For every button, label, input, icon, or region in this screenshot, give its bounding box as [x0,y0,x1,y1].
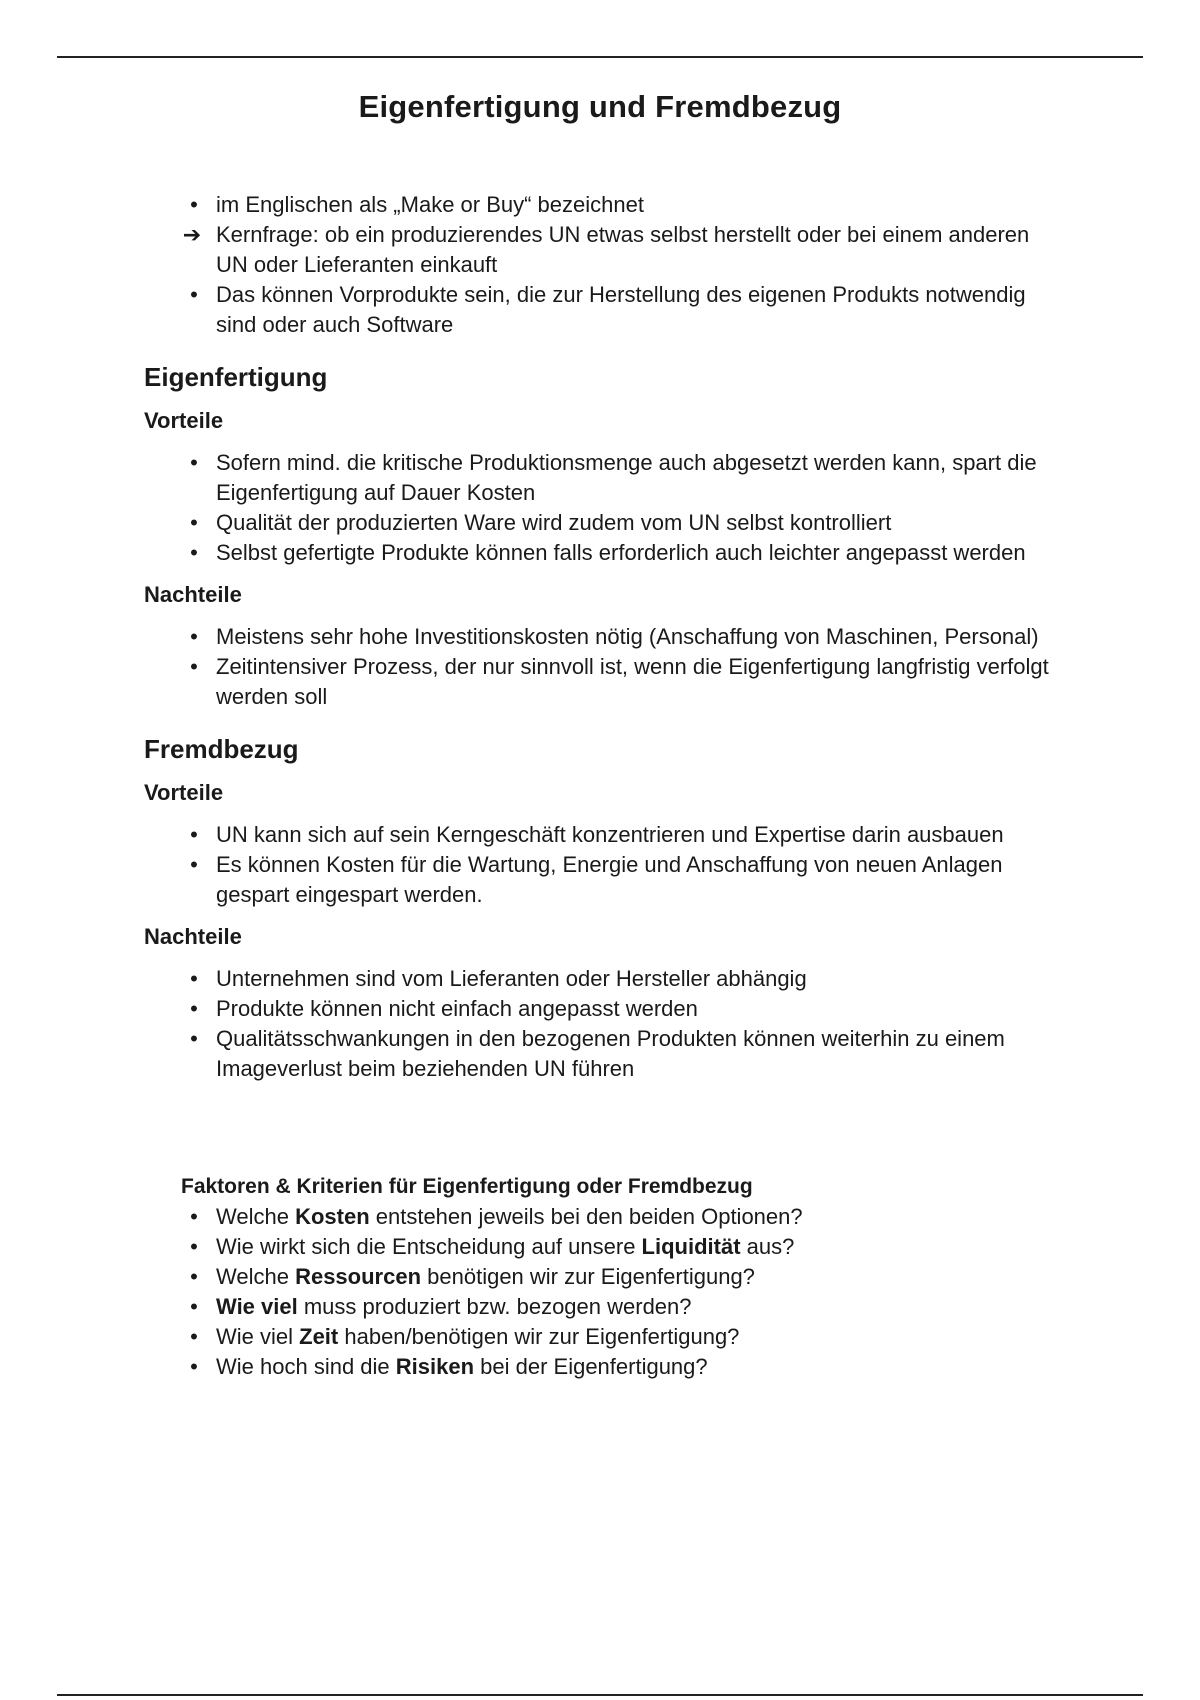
list-item [144,964,1064,994]
arrow-right-icon: ➔ [182,222,202,247]
bullet-icon: • [190,996,198,1021]
factor-keyword: Kosten [295,1204,370,1229]
list-item-text: Produkte können nicht einfach angepasst werden [216,996,698,1021]
bullet-icon: • [190,1264,198,1289]
list-item-text: Qualitätsschwankungen in den bezogenen Produkten können weiterhin zu einem Imageverlust beim beziehenden UN führen [216,1026,1005,1081]
fremdbezug-nachteile-list [144,964,1064,1084]
list-item [144,1352,1064,1382]
factor-keyword: Wie viel [216,1294,298,1319]
list-item-text: Selbst gefertigte Produkte können falls erforderlich auch leichter angepasst werden [216,540,1026,565]
factor-keyword: Ressourcen [295,1264,422,1289]
fremdbezug-vorteile-list [144,820,1064,910]
subheading-vorteile: Vorteile [144,408,224,433]
list-item-text: im Englischen als „Make or Buy“ bezeichnet [216,192,644,217]
list-item [144,994,1064,1024]
intro-list [144,190,1064,340]
factor-pre: Wie wirkt sich die Entscheidung auf unsere [216,1234,642,1259]
list-item-text: Das können Vorprodukte sein, die zur Herstellung des eigenen Produkts notwendig sind oder auch Software [216,282,1026,337]
bullet-icon: • [190,1026,198,1051]
subheading-nachteile: Nachteile [144,924,242,949]
section-heading-eigenfertigung: Eigenfertigung [144,362,328,392]
list-item [144,1322,1064,1352]
factor-post: aus? [740,1234,795,1259]
list-item [144,1262,1064,1292]
top-rule [57,56,1143,58]
bullet-icon: • [190,192,198,217]
list-item [144,220,1064,280]
factors-list [144,1202,1064,1382]
bullet-icon: • [190,510,198,535]
bullet-icon: • [190,1294,198,1319]
list-item-text: Zeitintensiver Prozess, der nur sinnvoll ist, wenn die Eigenfertigung langfristig verfolgt werden soll [216,654,1049,709]
factor-pre: Wie hoch sind die [216,1354,396,1379]
list-item-text: Unternehmen sind vom Lieferanten oder Hersteller abhängig [216,966,807,991]
list-item [144,652,1064,712]
section-heading-fremdbezug: Fremdbezug [144,734,299,764]
factor-keyword: Risiken [395,1354,475,1379]
bullet-icon: • [190,966,198,991]
list-item [144,1202,1064,1232]
document-title: Eigenfertigung und Fremdbezug [358,88,842,124]
list-item-text: UN kann sich auf sein Kerngeschäft konzentrieren und Expertise darin ausbauen [216,822,1004,847]
list-item [144,448,1064,508]
factor-pre: Wie viel [216,1324,300,1349]
list-item [144,280,1064,340]
factor-keyword: Liquidität [641,1234,741,1259]
list-item [144,1292,1064,1322]
list-item [144,538,1064,568]
bullet-icon: • [190,624,198,649]
bottom-rule [57,1694,1143,1696]
list-item [144,508,1064,538]
eigenfertigung-nachteile-list [144,622,1064,712]
list-item-text: Kernfrage: ob ein produzierendes UN etwas selbst herstellt oder bei einem anderen UN oder Lieferanten einkauft [216,222,1030,277]
bullet-icon: • [190,1324,198,1349]
bullet-icon: • [190,450,198,475]
document-body [144,190,1064,1382]
list-item [144,190,1064,220]
list-item-text: Meistens sehr hohe Investitionskosten nötig (Anschaffung von Maschinen, Personal) [216,624,1039,649]
bullet-icon: • [190,282,198,307]
list-item [144,1024,1064,1084]
factor-post: entstehen jeweils bei den beiden Optionen? [369,1204,803,1229]
bullet-icon: • [190,540,198,565]
bullet-icon: • [190,1204,198,1229]
list-item [144,850,1064,910]
factor-post: benötigen wir zur Eigenfertigung? [421,1264,755,1289]
subheading-nachteile: Nachteile [144,582,242,607]
list-item [144,1232,1064,1262]
factor-pre: Welche [216,1264,296,1289]
list-item-text: Sofern mind. die kritische Produktionsmenge auch abgesetzt werden kann, spart die Eigenfertigung auf Dauer Kosten [216,450,1037,505]
list-item-text: Es können Kosten für die Wartung, Energie und Anschaffung von neuen Anlagen gespart eingespart werden. [216,852,1003,907]
factor-post: muss produziert bzw. bezogen werden? [297,1294,692,1319]
bullet-icon: • [190,654,198,679]
bullet-icon: • [190,1354,198,1379]
list-item [144,820,1064,850]
factors-heading: Faktoren & Kriterien für Eigenfertigung oder Fremdbezug [181,1175,753,1198]
bullet-icon: • [190,822,198,847]
subheading-vorteile: Vorteile [144,780,224,805]
factor-post: bei der Eigenfertigung? [474,1354,708,1379]
list-item [144,622,1064,652]
list-item-text: Qualität der produzierten Ware wird zudem vom UN selbst kontrolliert [216,510,892,535]
bullet-icon: • [190,852,198,877]
factor-pre: Welche [216,1204,296,1229]
eigenfertigung-vorteile-list [144,448,1064,568]
factor-keyword: Zeit [299,1324,339,1349]
bullet-icon: • [190,1234,198,1259]
factor-post: haben/benötigen wir zur Eigenfertigung? [338,1324,740,1349]
